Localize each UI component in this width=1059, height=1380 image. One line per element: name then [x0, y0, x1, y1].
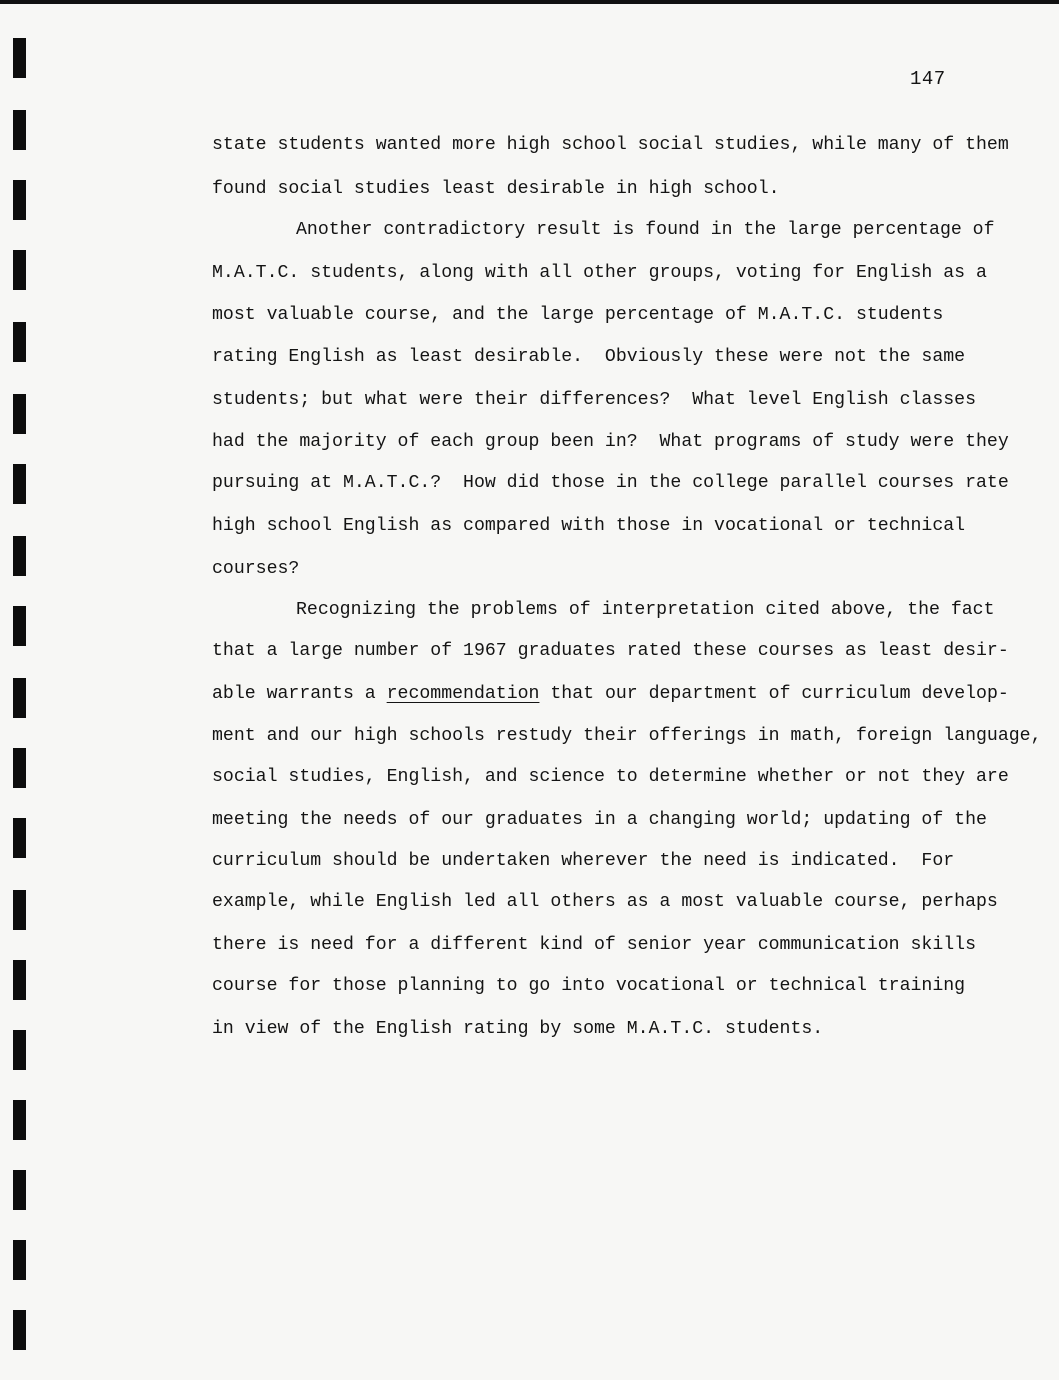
text-line: ment and our high schools restudy their offerings in math, foreign language,: [212, 726, 1042, 746]
binding-mark: [13, 1100, 26, 1140]
text-line: example, while English led all others as a most valuable course, perhaps: [212, 892, 998, 912]
text-segment: that our department of curriculum develop-: [539, 684, 1009, 704]
text-line: curriculum should be undertaken wherever the need is indicated. For: [212, 851, 955, 871]
binding-mark: [13, 1240, 26, 1280]
binding-mark: [13, 250, 26, 290]
binding-mark: [13, 322, 26, 362]
paragraph-start-line: Recognizing the problems of interpretation cited above, the fact: [296, 600, 995, 620]
page-top-border: [0, 0, 1059, 4]
binding-mark: [13, 748, 26, 788]
binding-mark: [13, 678, 26, 718]
binding-mark: [13, 464, 26, 504]
binding-mark: [13, 536, 26, 576]
text-line: courses?: [212, 559, 300, 579]
text-line: that a large number of 1967 graduates rated these courses as least desir-: [212, 641, 1009, 661]
text-line: had the majority of each group been in? What programs of study were they: [212, 432, 1009, 452]
binding-mark: [13, 1030, 26, 1070]
text-segment: able warrants a: [212, 684, 387, 704]
binding-mark: [13, 394, 26, 434]
text-line: state students wanted more high school social studies, while many of them: [212, 135, 1009, 155]
binding-mark: [13, 1310, 26, 1350]
text-line: in view of the English rating by some M.A.T.C. students.: [212, 1019, 824, 1039]
binding-mark: [13, 180, 26, 220]
binding-mark: [13, 960, 26, 1000]
text-line: M.A.T.C. students, along with all other groups, voting for English as a: [212, 263, 987, 283]
text-line: there is need for a different kind of senior year communication skills: [212, 935, 976, 955]
binding-mark: [13, 606, 26, 646]
text-line: course for those planning to go into vocational or technical training: [212, 976, 966, 996]
binding-mark: [13, 38, 26, 78]
binding-mark: [13, 1170, 26, 1210]
underlined-word: recommendation: [386, 684, 540, 704]
text-line: students; but what were their differences? What level English classes: [212, 390, 976, 410]
text-line: social studies, English, and science to determine whether or not they are: [212, 767, 1009, 787]
text-line: most valuable course, and the large percentage of M.A.T.C. students: [212, 305, 944, 325]
binding-mark: [13, 890, 26, 930]
page-number: 147: [910, 68, 946, 90]
binding-mark: [13, 818, 26, 858]
text-line: pursuing at M.A.T.C.? How did those in the college parallel courses rate: [212, 473, 1009, 493]
text-line: meeting the needs of our graduates in a changing world; updating of the: [212, 810, 987, 830]
text-line: high school English as compared with those in vocational or technical: [212, 516, 966, 536]
binding-mark: [13, 110, 26, 150]
text-line: [212, 683, 1009, 705]
paragraph-start-line: Another contradictory result is found in the large percentage of: [296, 220, 995, 240]
text-line: rating English as least desirable. Obviously these were not the same: [212, 347, 966, 367]
text-line: found social studies least desirable in high school.: [212, 179, 780, 199]
